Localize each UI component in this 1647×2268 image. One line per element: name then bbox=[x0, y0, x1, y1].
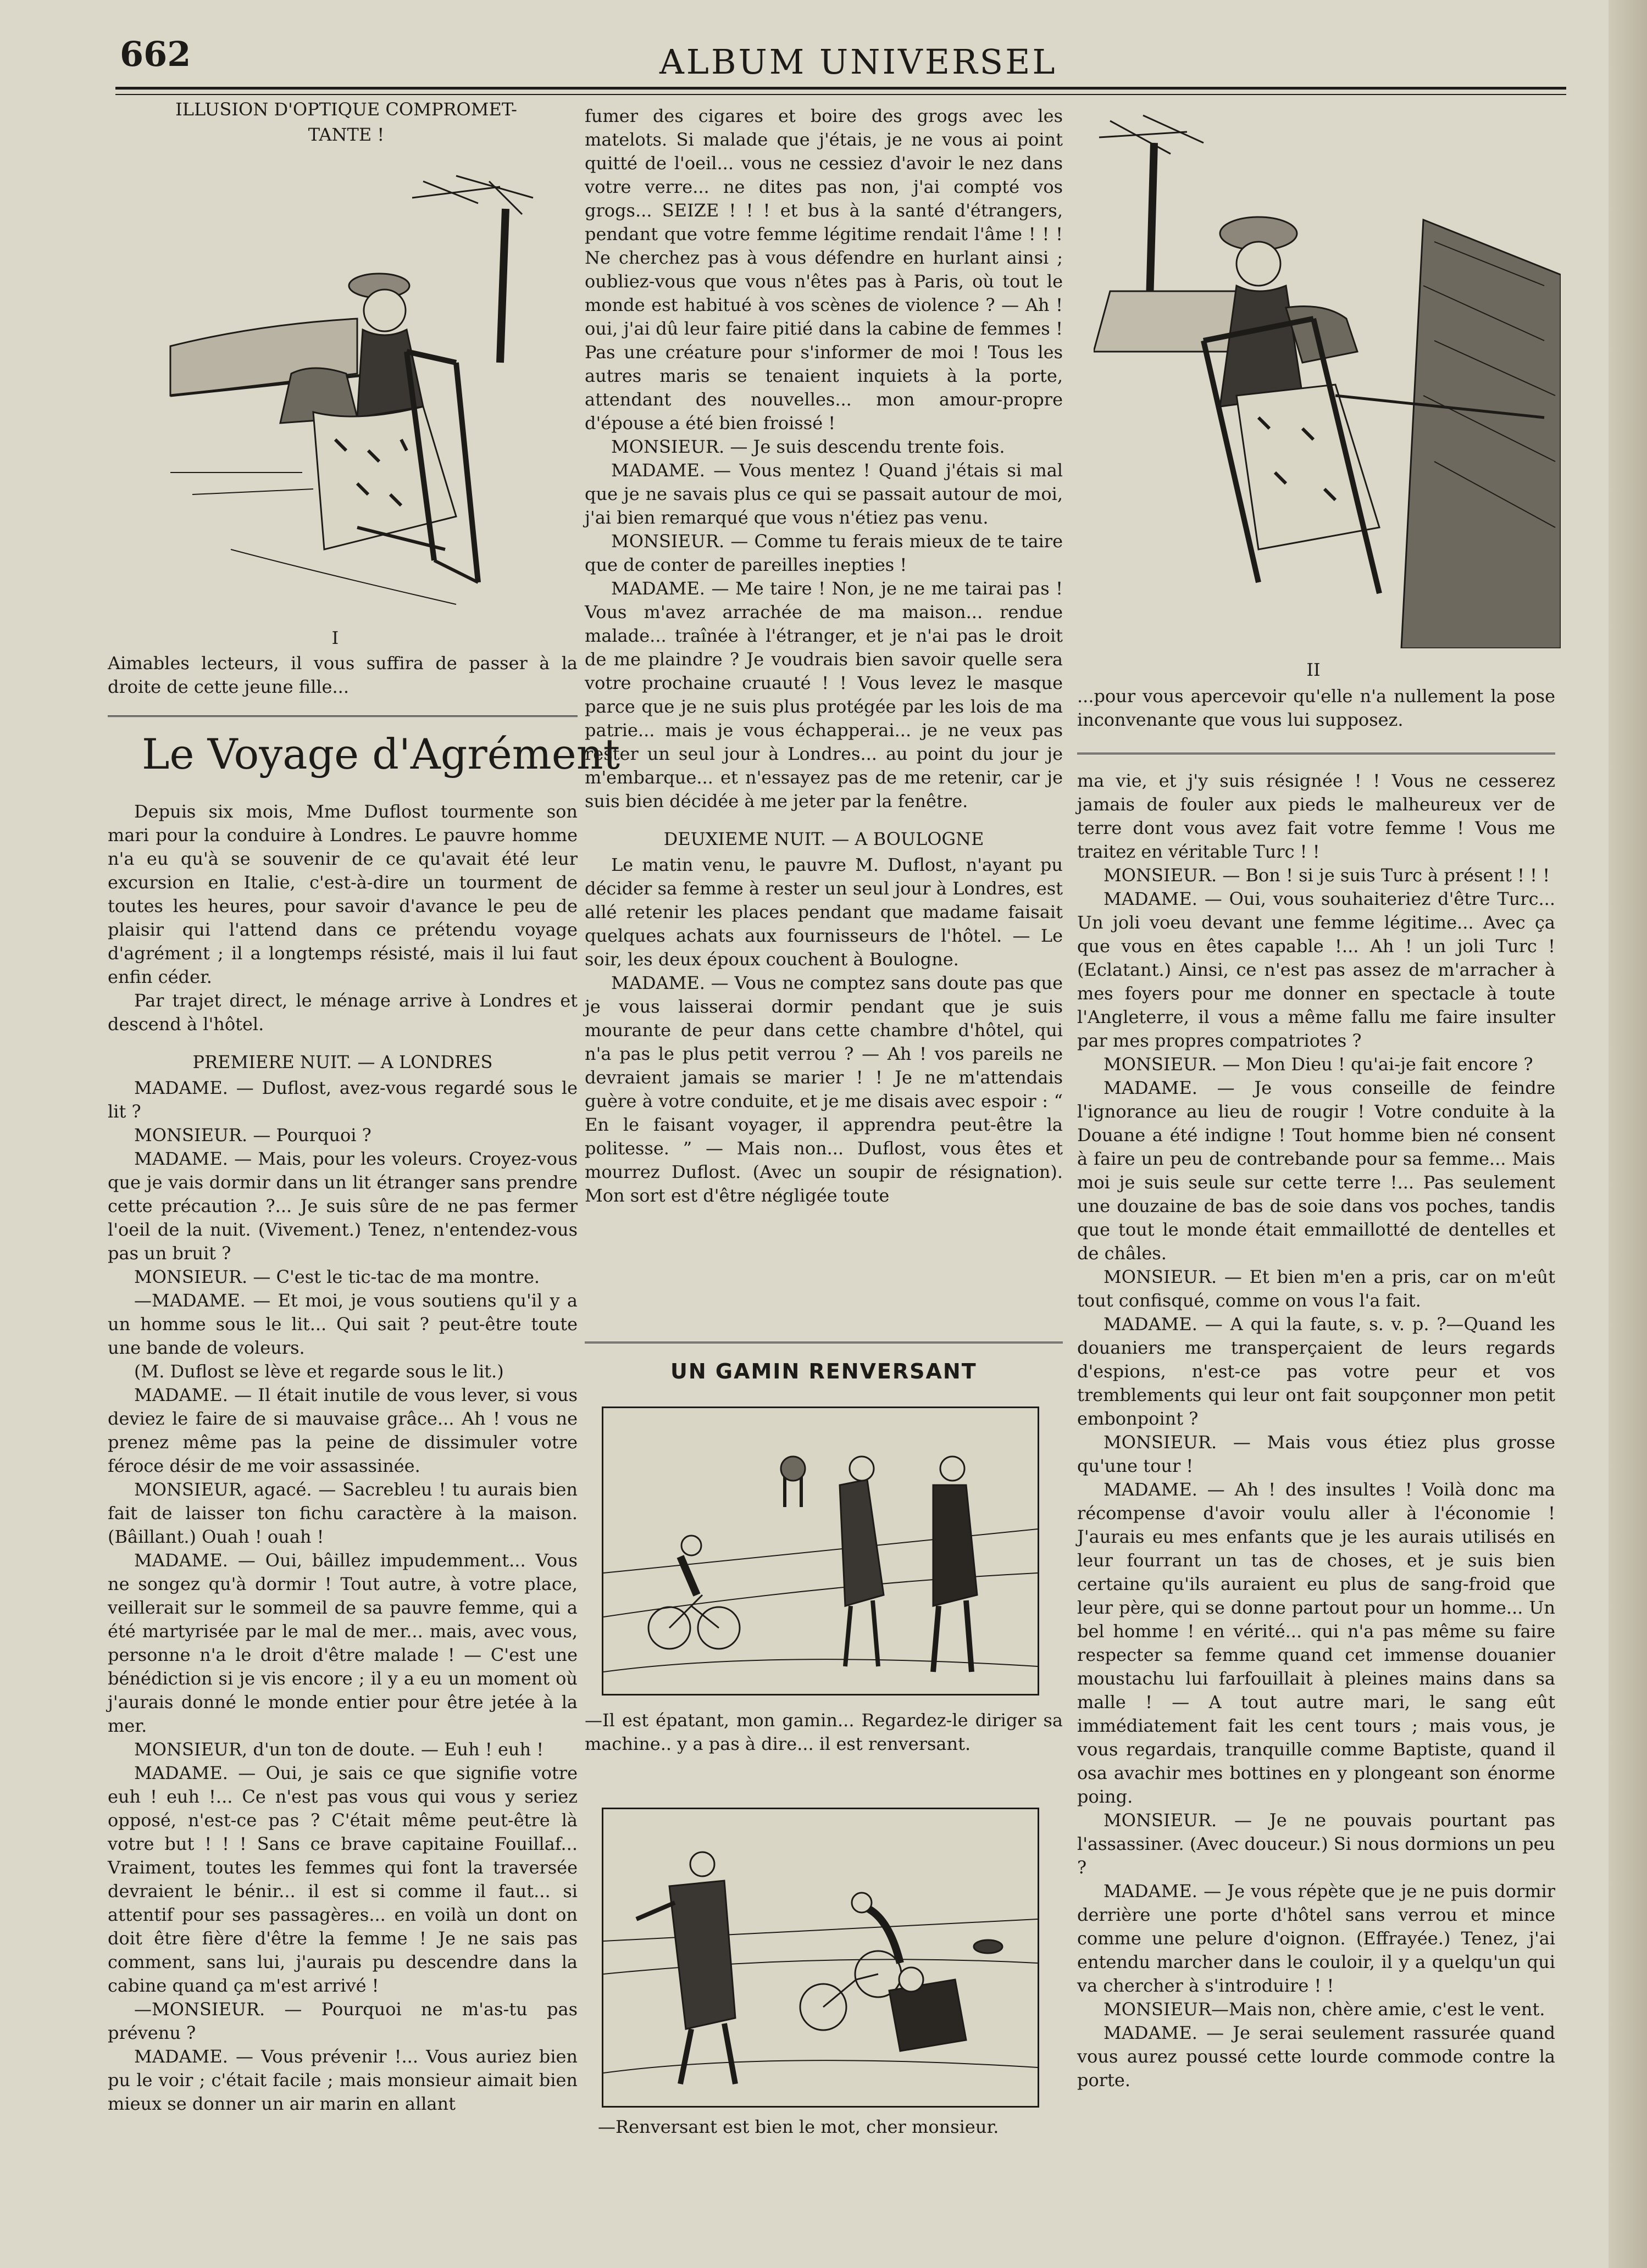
dialogue-line: MONSIEUR. — Je suis descendu trente fois. bbox=[611, 436, 1005, 457]
section-heading-night-1: PREMIERE NUIT. — A LONDRES bbox=[192, 1052, 493, 1072]
dialogue-line: MONSIEUR. — Et bien m'en a pris, car on m'eût tout confisqué, comme on vous l'a fait. bbox=[1077, 1266, 1555, 1311]
page-number: 662 bbox=[120, 34, 191, 74]
article-column-1 bbox=[108, 800, 578, 2116]
dialogue-line: MONSIEUR. — Mais vous étiez plus grosse qu'une tour ! bbox=[1077, 1432, 1555, 1476]
paragraph: fumer des cigares et boire des grogs avec les matelots. Si malade que j'étais, je ne vous ai point quitté de l'oeil... vous ne cessiez d'avoir le nez dans votre verre... ne dites pas non, j'ai compté vos grogs... SEIZE ! ! ! et bus à la santé d'étrangers, pendant que votre femme légitime rendait l'âme ! ! ! Ne cherchez pas à vous défendre en hurlant ainsi ; oubliez-vous que vous n'êtes pas à Paris, où tout le monde est habitué à vos scènes de violence ? — Ah ! oui, j'ai dû leur faire pitié dans la cabine de femmes ! Pas une créature pour s'informer de moi ! Tous les autres maris se tenaient inquiets à la porte, attendant des nouvelles... mon amour-propre d'épouse a été bien froissé ! bbox=[585, 105, 1063, 433]
cartoon-title: UN GAMIN RENVERSANT bbox=[670, 1359, 977, 1383]
dialogue-line: MADAME. — Ah ! des insultes ! Voilà donc ma récompense d'avoir voulu aller à l'économie ! J'aurais eu mes enfants que je les aurais utilisés en leur fourrant un tas de choses, et je suis bien certaine qu'ils auraient eu plus de sang-froid que leur père, qui se donne partout pour un homme... Un bel homme ! en vérité... qui n'a pas même su faire respecter sa femme quand cet immense douanier moustachu lui farfouillait à pleines mains dans sa malle ! — A tout autre mari, le sang eût immédiatement fait les cent tours ; mais vous, je vous regardais, tranquille comme Baptiste, quand il osa avachir mes bottines en y plongeant son énorme poing. bbox=[1077, 1479, 1555, 1807]
illustration-boy-crash bbox=[603, 1809, 1038, 2106]
article-column-3 bbox=[1077, 769, 1555, 2092]
dialogue-line: MADAME. — Il était inutile de vous lever, si vous deviez le faire de si mauvaise grâce... Ah ! vous ne prenez même pas la peine de dissimuler votre féroce désir de me voir assassinée. bbox=[108, 1385, 578, 1476]
dialogue-line: MADAME. — Me taire ! Non, je ne me tairai pas ! Vous m'avez arrachée de ma maison... rendue malade... traînée à l'étranger, et je n'ai pas le droit de me plaindre ? Je voudrais bien savoir quelle sera votre prochaine cruauté ! ! Vous levez le masque parce que je ne suis plus protégée par les lois de ma patrie... mais je vous échapperai... je ne veux pas rester un seul jour à Londres... au point du jour je m'embarque... et n'essayez pas de me retenir, car je suis bien décidée à me jeter par la fenêtre. bbox=[585, 578, 1063, 811]
dialogue-line: MONSIEUR. — Mon Dieu ! qu'ai-je fait encore ? bbox=[1103, 1054, 1533, 1075]
cartoon-caption-2: —Renversant est bien le mot, cher monsieur. bbox=[598, 2116, 999, 2137]
dialogue-line: MONSIEUR. — Pourquoi ? bbox=[134, 1125, 371, 1146]
page-edge-shadow bbox=[1609, 0, 1647, 2268]
dialogue-line: MADAME. — Je vous répète que je ne puis dormir derrière une porte d'hôtel sans verrou et mince comme une pelure d'oignon. (Effrayée.) Tenez, j'ai entendu marcher dans le couloir, il y a quelqu'un qui va chercher à s'introduire ! ! bbox=[1077, 1881, 1555, 1996]
dialogue-line: MONSIEUR. — Bon ! si je suis Turc à présent ! ! ! bbox=[1103, 865, 1550, 886]
paragraph: Par trajet direct, le ménage arrive à Londres et descend à l'hôtel. bbox=[108, 990, 578, 1035]
dialogue-line: MADAME. — Oui, je sais ce que signifie votre euh ! euh !... Ce n'est pas vous qui vous y seriez opposé, n'est-ce pas ? C'était même peut-être là votre but ! ! ! Sans ce brave capitaine Fouillaf... Vraiment, toutes les femmes qui font la traversée devraient le bénir... il est si comme il faut... si attentif pour ses passagères... en voilà un dont on doit être fière d'être la femme ! Je ne sais pas comment, sans lui, j'aurais pu descendre dans la cabine quand ça m'est arrivé ! bbox=[108, 1763, 578, 1996]
cartoon-caption-1: —Il est épatant, mon gamin... Regardez-le diriger sa machine.. y a pas à dire... il est renversant. bbox=[585, 1710, 1063, 1754]
stage-direction: (M. Duflost se lève et regarde sous le lit.) bbox=[134, 1361, 504, 1382]
dialogue-line: MONSIEUR, agacé. — Sacrebleu ! tu aurais bien fait de laisser ton fichu caractère à la maison. (Bâillant.) Ouah ! ouah ! bbox=[108, 1479, 578, 1547]
divider-col2 bbox=[585, 1342, 1063, 1351]
paragraph: ma vie, et j'y suis résignée ! ! Vous ne cesserez jamais de fouler aux pieds le malheureux ver de terre dont vous avez fait votre femme ! Vous me traitez en véritable Turc ! ! bbox=[1077, 770, 1555, 862]
masthead-title: ALBUM UNIVERSEL bbox=[659, 42, 1057, 82]
header-rule bbox=[115, 87, 1566, 95]
paragraph: Le matin venu, le pauvre M. Duflost, n'ayant pu décider sa femme à rester un seul jour à Londres, est allé retenir les places pendant que madame faisait quelques achats aux fournisseurs de l'hôtel. — Le soir, les deux époux couchent à Boulogne. bbox=[585, 854, 1063, 970]
dialogue-line: MONSIEUR, d'un ton de doute. — Euh ! euh ! bbox=[134, 1739, 544, 1760]
dialogue-line: MADAME. — Mais, pour les voleurs. Croyez-vous que je vais dormir dans un lit étranger sans prendre cette précaution ?... Je suis sûre de ne pas fermer l'oeil de la nuit. (Vivement.) Tenez, n'entendez-vous pas un bruit ? bbox=[108, 1148, 578, 1264]
article-column-2 bbox=[585, 104, 1063, 1208]
figure-2-caption: ...pour vous apercevoir qu'elle n'a nullement la pose inconvenante que vous lui supposez. bbox=[1077, 686, 1555, 730]
dialogue-line: MADAME. — Oui, bâillez impudemment... Vous ne songez qu'à dormir ! Tout autre, à votre place, veillerait sur le sommeil de sa pauvre femme, qui a été martyrisée par le mal de mer... mais, avec vous, personne n'a le droit d'être malade ! — C'est une bénédiction si je vis encore ; il y a eu un moment où j'aurais donné le monde entier pour être jetée à la mer. bbox=[108, 1550, 578, 1736]
dialogue-line: MADAME. — Vous mentez ! Quand j'étais si mal que je ne savais plus ce qui se passait autour de moi, j'ai bien remarqué que vous n'étiez pas venu. bbox=[585, 460, 1063, 528]
dialogue-line: —MONSIEUR. — Pourquoi ne m'as-tu pas prévenu ? bbox=[108, 1999, 578, 2043]
dialogue-line: MONSIEUR—Mais non, chère amie, c'est le vent. bbox=[1103, 1999, 1545, 2020]
dialogue-line: MADAME. — A qui la faute, s. v. p. ?—Quand les douaniers me transperçaient de leurs regards d'espions, n'est-ce pas votre peur et vos tremblements qui leur ont fait soupçonner mon petit embonpoint ? bbox=[1077, 1314, 1555, 1429]
dialogue-line: MADAME. — Je serai seulement rassurée quand vous aurez poussé cette lourde commode contre la porte. bbox=[1077, 2022, 1555, 2091]
illustration-boy-cycling bbox=[603, 1408, 1038, 1694]
dialogue-line: MADAME. — Duflost, avez-vous regardé sous le lit ? bbox=[108, 1077, 578, 1122]
article-title: Le Voyage d'Agrément bbox=[142, 730, 620, 779]
dialogue-line: MONSIEUR. — Comme tu ferais mieux de te taire que de conter de pareilles inepties ! bbox=[585, 531, 1063, 575]
dialogue-line: MONSIEUR. — Je ne pouvais pourtant pas l'assassiner. (Avec douceur.) Si nous dormions un peu ? bbox=[1077, 1810, 1555, 1878]
illustration-woman-seated-1 bbox=[148, 165, 555, 615]
dialogue-line: MADAME. — Vous ne comptez sans doute pas que je vous laisserai dormir pendant que je suis mourante de peur dans cette chambre d'hôtel, qui n'a pas le plus petit verrou ? — Ah ! vos pareils ne devraient jamais se marier ! ! Je ne m'attendais guère à votre conduite, et je me disais avec espoir : “ En le faisant voyager, il apprendra peut-être la politesse. ” — Mais non... Duflost, vous êtes et mourrez Duflost. (Avec un soupir de résignation). Mon sort est d'être négligée toute bbox=[585, 972, 1063, 1206]
dialogue-line: MADAME. — Vous prévenir !... Vous auriez bien pu le voir ; c'était facile ; mais monsieur aimait bien mieux se donner un air marin en allant bbox=[108, 2046, 578, 2114]
dialogue-line: MADAME. — Je vous conseille de feindre l'ignorance au lieu de rougir ! Votre conduite à la Douane a été indigne ! Tout homme bien né consent à faire un peu de contrebande pour sa femme... Mais moi je suis seule sur cette terre !... Pas seulement une douzaine de bas de soie dans vos poches, tandis que tout le monde était emmaillotté de dentelles et de châles. bbox=[1077, 1077, 1555, 1264]
divider-col1 bbox=[108, 715, 578, 725]
section-heading-night-2: DEUXIEME NUIT. — A BOULOGNE bbox=[663, 829, 984, 849]
dialogue-line: MADAME. — Oui, vous souhaiteriez d'être Turc... Un joli voeu devant une femme légitime... Avec ça que vous en êtes capable !... Ah ! un joli Turc ! (Eclatant.) Ainsi, ce n'est pas assez de m'arracher à mes foyers pour me donner en spectacle à toute l'Angleterre, il vous a même fallu me faire insulter par mes propres compatriotes ? bbox=[1077, 888, 1555, 1051]
paragraph: Depuis six mois, Mme Duflost tourmente son mari pour la conduire à Londres. Le pauvre homme n'a eu qu'à se souvenir de ce qu'avait été leur excursion en Italie, c'est-à-dire un tourment de toutes les heures, pour savoir d'avance le peu de plaisir qui l'attend dans ce prétendu voyage d'agrément ; il a longtemps résisté, mais il lui faut enfin céder. bbox=[108, 801, 578, 987]
cartoon-panel-1 bbox=[602, 1407, 1039, 1696]
dialogue-line: MONSIEUR. — C'est le tic-tac de ma montre. bbox=[134, 1266, 540, 1287]
figure-2-number: II bbox=[1306, 659, 1321, 680]
figure-1-caption: Aimables lecteurs, il vous suffira de passer à la droite de cette jeune fille... bbox=[108, 653, 578, 697]
divider-col3 bbox=[1077, 753, 1555, 762]
illusion-title: ILLUSION D'OPTIQUE COMPROMET- TANTE ! bbox=[175, 99, 517, 145]
illustration-woman-seated-2 bbox=[1094, 110, 1561, 648]
cartoon-panel-2 bbox=[602, 1808, 1039, 2108]
dialogue-line: —MADAME. — Et moi, je vous soutiens qu'il y a un homme sous le lit... Qui sait ? peut-être toute une bande de voleurs. bbox=[108, 1290, 578, 1358]
figure-1-number: I bbox=[331, 627, 339, 648]
